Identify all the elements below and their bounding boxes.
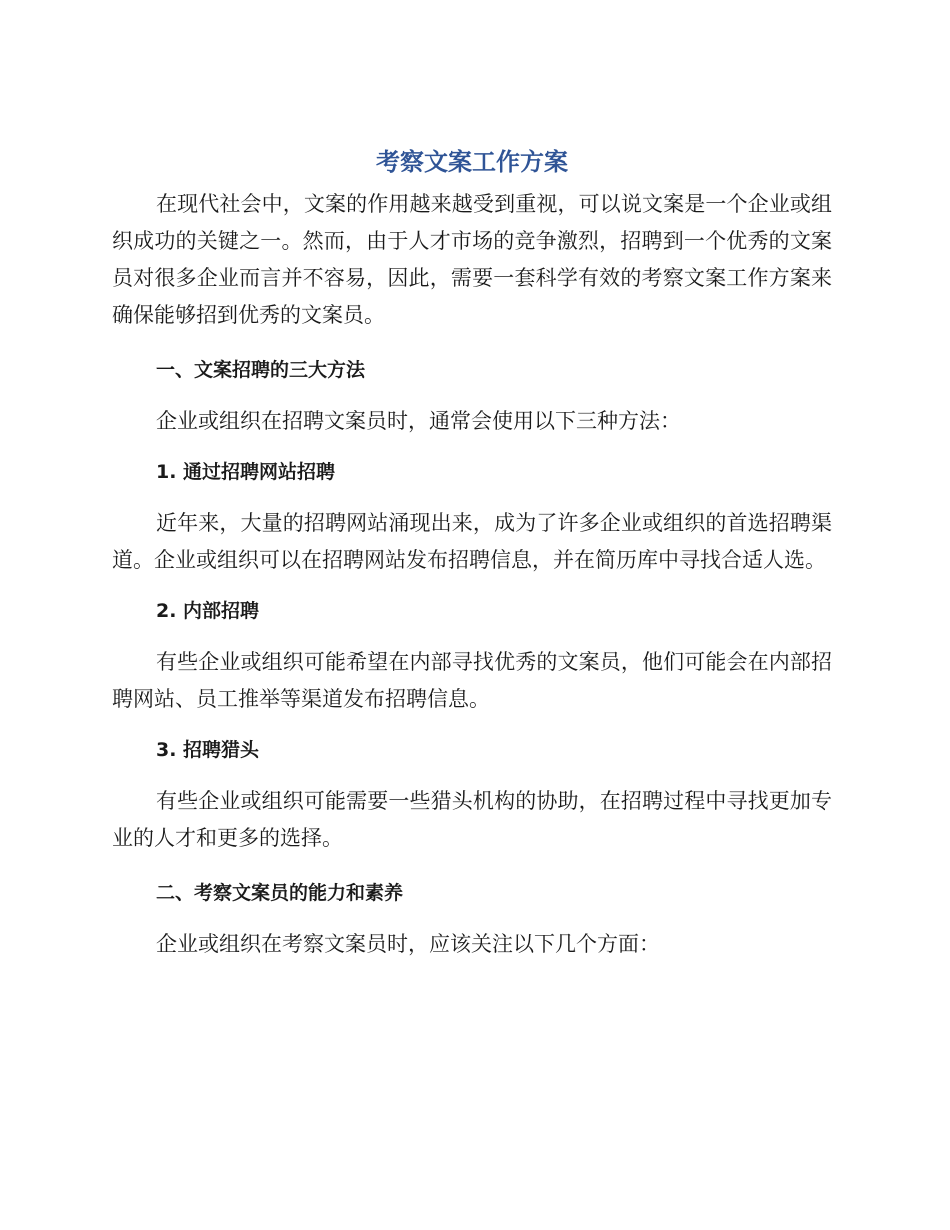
section-heading-abilities: 二、考察文案员的能力和素养 (156, 882, 404, 904)
document-title: 考察文案工作方案 (376, 148, 568, 176)
paragraph-headhunter: 有些企业或组织可能需要一些猎头机构的协助，在招聘过程中寻找更加专业的人才和更多的选择。 (112, 789, 832, 850)
paragraph-internal-recruitment: 有些企业或组织可能希望在内部寻找优秀的文案员，他们可能会在内部招聘网站、员工推举等渠道发布招聘信息。 (112, 650, 832, 711)
section-lead-recruitment-methods: 企业或组织在招聘文案员时，通常会使用以下三种方法： (156, 409, 681, 433)
intro-paragraph: 在现代社会中，文案的作用越来越受到重视，可以说文案是一个企业或组织成功的关键之一。然而，由于人才市场的竞争激烈，招聘到一个优秀的文案员对很多企业而言并不容易，因此，需要一套科学有效的考察文案工作方案来确保能够招到优秀的文案员。 (112, 192, 832, 327)
section-heading-recruitment-methods: 一、文案招聘的三大方法 (156, 359, 366, 381)
paragraph-recruitment-website: 近年来，大量的招聘网站涌现出来，成为了许多企业或组织的首选招聘渠道。企业或组织可以在招聘网站发布招聘信息，并在简历库中寻找合适人选。 (112, 511, 832, 572)
document-body (112, 142, 832, 963)
subheading-recruitment-website: 1. 通过招聘网站招聘 (156, 461, 336, 483)
subheading-internal-recruitment: 2. 内部招聘 (156, 600, 260, 622)
subheading-headhunter: 3. 招聘猎头 (156, 739, 260, 761)
section-lead-abilities: 企业或组织在考察文案员时，应该关注以下几个方面： (156, 932, 660, 956)
